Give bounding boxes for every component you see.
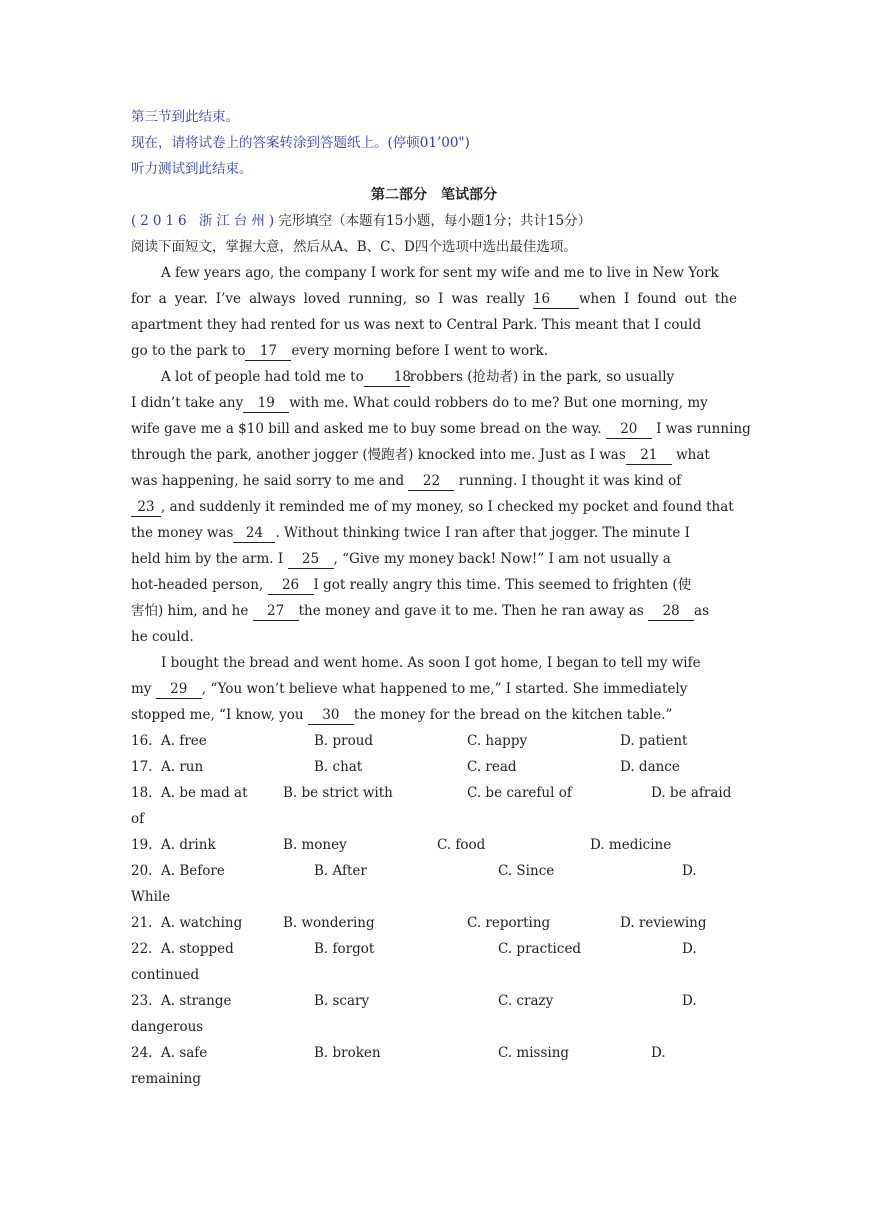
option-a: A. safe (161, 1045, 208, 1061)
option-b: B. proud (314, 733, 374, 749)
passage-line: A lot of people had told me to 18robbers (抢劫者) in the park, so usually (161, 369, 675, 385)
option-b: B. scary (314, 993, 370, 1009)
passage-line: held him by the arm. I 25 , “Give my money back! Now!” I am not usually a (131, 551, 671, 567)
blank-21: 21 (626, 446, 672, 465)
option-c: C. crazy (498, 993, 554, 1009)
option-c: C. be careful of (467, 785, 572, 801)
passage-line: go to the park to 17 every morning before I went to work. (131, 343, 549, 359)
option-a: A. free (161, 733, 207, 749)
blank-19: 19 (243, 394, 289, 413)
option-c: C. practiced (498, 941, 582, 957)
option-wrap: remaining (131, 1071, 201, 1087)
option-a: A. Before (161, 863, 225, 879)
question-20 (131, 858, 737, 884)
passage-line: A few years ago, the company I work for sent my wife and me to live in New York (161, 265, 719, 281)
option-wrap: dangerous (131, 1019, 204, 1035)
blank-30: 30 (308, 706, 354, 725)
question-number: 23. (131, 993, 153, 1009)
option-c: C. reporting (467, 915, 551, 931)
option-b: B. forgot (314, 941, 375, 957)
instruction: 阅读下面短文，掌握大意，然后从A、B、C、D四个选项中选出最佳选项。 (131, 239, 577, 255)
options-list (131, 728, 737, 1092)
blank-22: 22 (408, 472, 454, 491)
passage-line: 害怕) him, and he 27 the money and gave it to me. Then he ran away as 28 as (131, 603, 710, 619)
option-d: D. medicine (590, 837, 672, 853)
option-c: C. missing (498, 1045, 570, 1061)
question-number: 24. (131, 1045, 153, 1061)
option-a: A. be mad at (161, 785, 248, 801)
blank-23: 23 (131, 498, 161, 517)
passage-line: stopped me, “I know, you 30 the money for the bread on the kitchen table.” (131, 707, 673, 723)
part-title: 第二部分 笔试部分 (371, 187, 497, 203)
option-b: B. After (314, 863, 367, 879)
passage-line: 23 , and suddenly it reminded me of my money, so I checked my pocket and found that (131, 494, 737, 520)
question-21 (131, 910, 737, 936)
option-wrap: of (131, 811, 145, 827)
option-d: D. (682, 993, 697, 1009)
option-a: A. drink (161, 837, 216, 853)
question-19 (131, 832, 737, 858)
passage-line: was happening, he said sorry to me and 22 running. I thought it was kind of (131, 473, 682, 489)
passage-line: apartment they had rented for us was next to Central Park. This meant that I could (131, 317, 702, 333)
option-d: D. be afraid (651, 785, 732, 801)
passage-line: I bought the bread and went home. As soon I got home, I began to tell my wife (161, 655, 701, 671)
option-b: B. broken (314, 1045, 381, 1061)
option-b: B. chat (314, 759, 363, 775)
option-a: A. run (161, 759, 204, 775)
blank-28: 28 (648, 602, 694, 621)
question-18 (131, 780, 737, 806)
option-c: C. happy (467, 733, 528, 749)
option-d: D. (682, 941, 697, 957)
section-heading-text: 完形填空（本题有15小题，每小题1分；共计15分） (278, 213, 592, 229)
passage-line: for a year. I’ve always loved running, so I was really 16 when I found out the (131, 291, 737, 307)
blank-26: 26 (268, 576, 314, 595)
option-a: A. strange (161, 993, 232, 1009)
option-c: C. Since (498, 863, 555, 879)
option-a: A. watching (161, 915, 243, 931)
option-d: D. patient (620, 733, 688, 749)
blank-29: 29 (156, 680, 202, 699)
question-23 (131, 988, 737, 1014)
option-b: B. money (283, 837, 347, 853)
blank-25: 25 (288, 550, 334, 569)
passage-line: hot-headed person, 26 I got really angry this time. This seemed to frighten (使 (131, 577, 692, 593)
question-17 (131, 754, 737, 780)
passage-line: my 29 , “You won’t believe what happened to me,” I started. She immediately (131, 681, 688, 697)
option-b: B. be strict with (283, 785, 393, 801)
question-24 (131, 1040, 737, 1066)
question-number: 19. (131, 837, 153, 853)
section-heading (131, 208, 737, 234)
question-number: 16. (131, 733, 153, 749)
option-d: D. (682, 863, 697, 879)
blank-24: 24 (233, 524, 275, 543)
question-number: 21. (131, 915, 153, 931)
blank-20: 20 (606, 420, 652, 439)
passage-line: wife gave me a $10 bill and asked me to buy some bread on the way. 20 I was running (131, 421, 751, 437)
option-d: D. (651, 1045, 666, 1061)
question-number: 22. (131, 941, 153, 957)
option-a: A. stopped (161, 941, 234, 957)
section-end-note: 第三节到此结束。 (131, 109, 239, 125)
blank-16: 16 (533, 290, 579, 309)
blank-17: 17 (245, 342, 291, 361)
listening-end-note: 听力测试到此结束。 (131, 161, 253, 177)
option-wrap: While (131, 889, 171, 905)
source-tag: (2016 浙江台州) (131, 213, 279, 229)
question-16 (131, 728, 737, 754)
exam-page (131, 104, 751, 1092)
question-22 (131, 936, 737, 962)
question-number: 17. (131, 759, 153, 775)
question-number: 18. (131, 785, 153, 801)
passage-line: through the park, another jogger (慢跑者) knocked into me. Just as I was 21 what (131, 447, 710, 463)
transfer-answers-note: 现在，请将试卷上的答案转涂到答题纸上。(停顿01’00") (131, 135, 470, 151)
blank-27: 27 (253, 602, 299, 621)
option-d: D. dance (620, 759, 680, 775)
option-c: C. read (467, 759, 517, 775)
passage-line: he could. (131, 629, 194, 645)
option-d: D. reviewing (620, 915, 707, 931)
question-number: 20. (131, 863, 153, 879)
passage-line: the money was 24 . Without thinking twice I ran after that jogger. The minute I (131, 525, 690, 541)
option-b: B. wondering (283, 915, 375, 931)
option-c: C. food (437, 837, 486, 853)
passage-line: I didn’t take any 19 with me. What could robbers do to me? But one morning, my (131, 395, 708, 411)
option-wrap: continued (131, 967, 200, 983)
blank-18: 18 (364, 368, 410, 387)
